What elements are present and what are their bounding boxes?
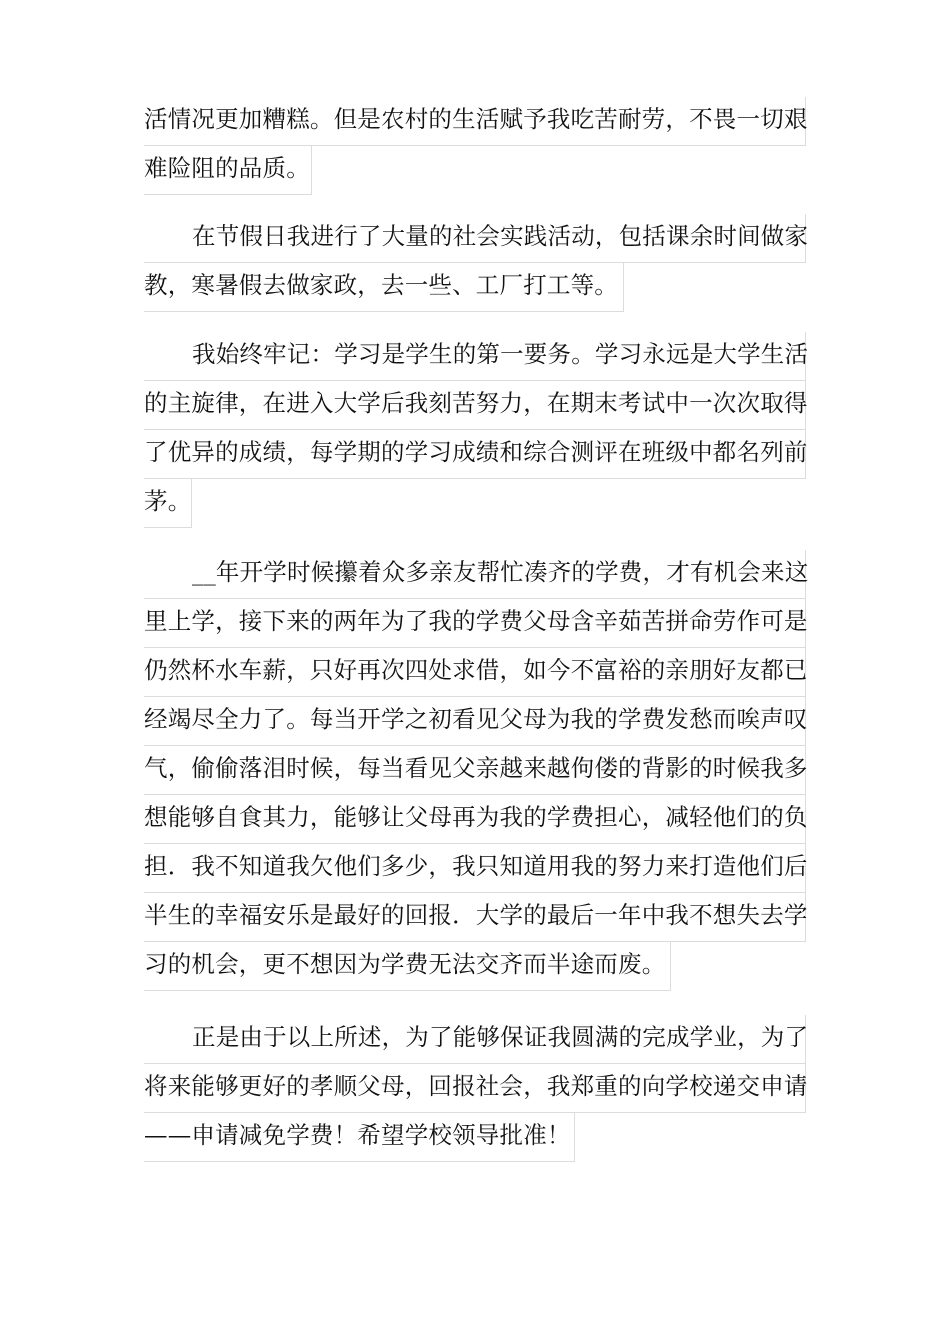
text-line: 想能够自食其力，能够让父母再为我的学费担心，减轻他们的负 (144, 795, 806, 844)
text-line: 里上学，接下来的两年为了我的学费父母含辛茹苦拼命劳作可是 (144, 599, 806, 648)
paragraph-4 (144, 550, 808, 991)
text-line: 活情况更加糟糕。但是农村的生活赋予我吃苦耐劳，不畏一切艰 (144, 97, 806, 146)
text-line: 茅。 (144, 479, 192, 528)
paragraph-1 (144, 97, 808, 195)
paragraph-5 (144, 1015, 808, 1162)
text-line: 仍然杯水车薪，只好再次四处求借，如今不富裕的亲朋好友都已 (144, 648, 806, 697)
text-line: ——申请减免学费！希望学校领导批准！ (144, 1113, 575, 1162)
paragraph-2 (144, 214, 808, 312)
text-line: 的主旋律，在进入大学后我刻苦努力，在期末考试中一次次取得 (144, 381, 806, 430)
text-line: 气，偷偷落泪时候，每当看见父亲越来越佝偻的背影的时候我多 (144, 746, 806, 795)
text-line: 在节假日我进行了大量的社会实践活动，包括课余时间做家 (144, 214, 806, 263)
paragraph-3 (144, 332, 808, 528)
text-line: 教，寒暑假去做家政，去一些、工厂打工等。 (144, 263, 624, 312)
text-line: 正是由于以上所述，为了能够保证我圆满的完成学业，为了 (144, 1015, 806, 1064)
text-line: __年开学时候攥着众多亲友帮忙凑齐的学费，才有机会来这 (144, 550, 806, 599)
text-line: 经竭尽全力了。每当开学之初看见父母为我的学费发愁而唉声叹 (144, 697, 806, 746)
text-line: 担．我不知道我欠他们多少，我只知道用我的努力来打造他们后 (144, 844, 806, 893)
text-line: 了优异的成绩，每学期的学习成绩和综合测评在班级中都名列前 (144, 430, 806, 479)
text-line: 难险阻的品质。 (144, 146, 312, 195)
text-line: 半生的幸福安乐是最好的回报．大学的最后一年中我不想失去学 (144, 893, 806, 942)
text-line: 我始终牢记：学习是学生的第一要务。学习永远是大学生活 (144, 332, 806, 381)
text-line: 将来能够更好的孝顺父母，回报社会，我郑重的向学校递交申请 (144, 1064, 806, 1113)
text-line: 习的机会，更不想因为学费无法交齐而半途而废。 (144, 942, 671, 991)
